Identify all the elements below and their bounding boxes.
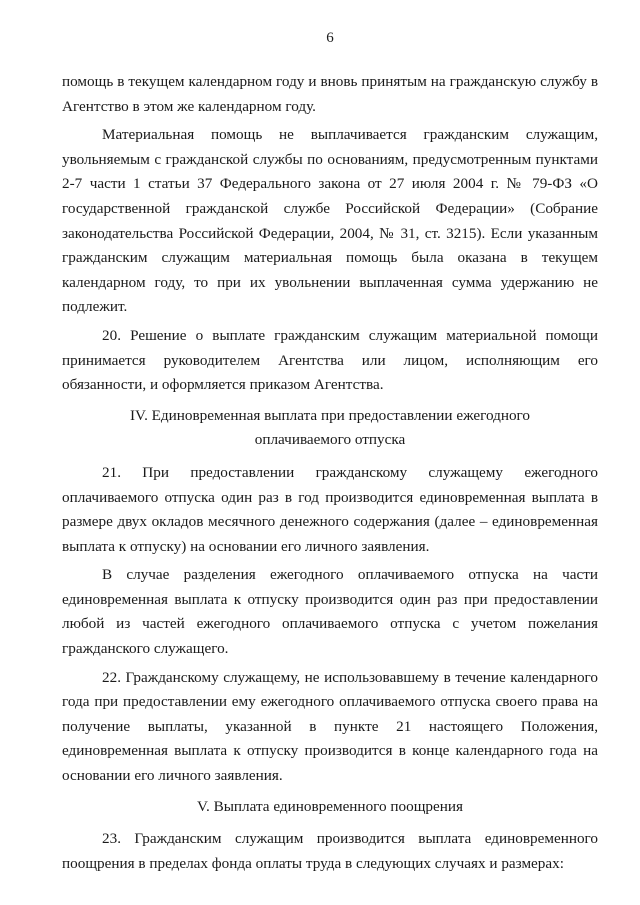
section-heading-5: [62, 795, 598, 820]
page-number: 6: [326, 30, 334, 46]
paragraph-6: 22. Гражданскому служащему, не использовавшему в течение календарного года при предоставлении ему ежегодного оплачиваемого отпуска своего права на получение выплаты, указанной в пункте 21 настоящего Положения, единовременная выплата к отпуску производится в конце календарного года на основании его личного заявления.: [62, 668, 598, 785]
paragraph-1: помощь в текущем календарном году и вновь принятым на гражданскую службу в Агентство в этом же календарном году.: [62, 73, 598, 115]
paragraph-7: 23. Гражданским служащим производится выплата единовременного поощрения в пределах фонда оплаты труда в следующих случаях и размерах:: [62, 830, 598, 872]
section-heading-4-line-2: оплачиваемого отпуска: [254, 431, 406, 449]
paragraph-3: 20. Решение о выплате гражданским служащим материальной помощи принимается руководителем Агентства или лицом, исполняющим его обязанности, и оформляется приказом Агентства.: [62, 326, 598, 394]
paragraph-2: Материальная помощь не выплачивается гражданским служащим, увольняемым с гражданской службы по основаниям, предусмотренным пунктами 2-7 части 1 статьи 37 Федерального закона от 27 июля 2004 г. № 79-ФЗ «О государственной гражданской службе Российской Федерации» (Собрание законодательства Российской Федерации, 2004, № 31, ст. 3215). Если указанным гражданским служащим материальная помощь была оказана в текущем календарном году, то при их увольнении выплаченная сумма удержанию не подлежит.: [62, 126, 598, 316]
paragraph-4: 21. При предоставлении гражданскому служащему ежегодного оплачиваемого отпуска один раз в год производится единовременная выплата в размере двух окладов месячного денежного содержания (далее – единовременная выплата к отпуску) на основании его личного заявления.: [62, 463, 598, 555]
paragraph-5: В случае разделения ежегодного оплачиваемого отпуска на части единовременная выплата к отпуску производится один раз при предоставлении любой из частей ежегодного оплачиваемого отпуска с учетом пожелания гражданского служащего.: [62, 566, 598, 658]
section-heading-4-line-1: IV. Единовременная выплата при предоставлении ежегодного: [130, 406, 530, 424]
section-heading-5-line-1: V. Выплата единовременного поощрения: [196, 797, 463, 815]
section-heading-4: [62, 404, 598, 453]
